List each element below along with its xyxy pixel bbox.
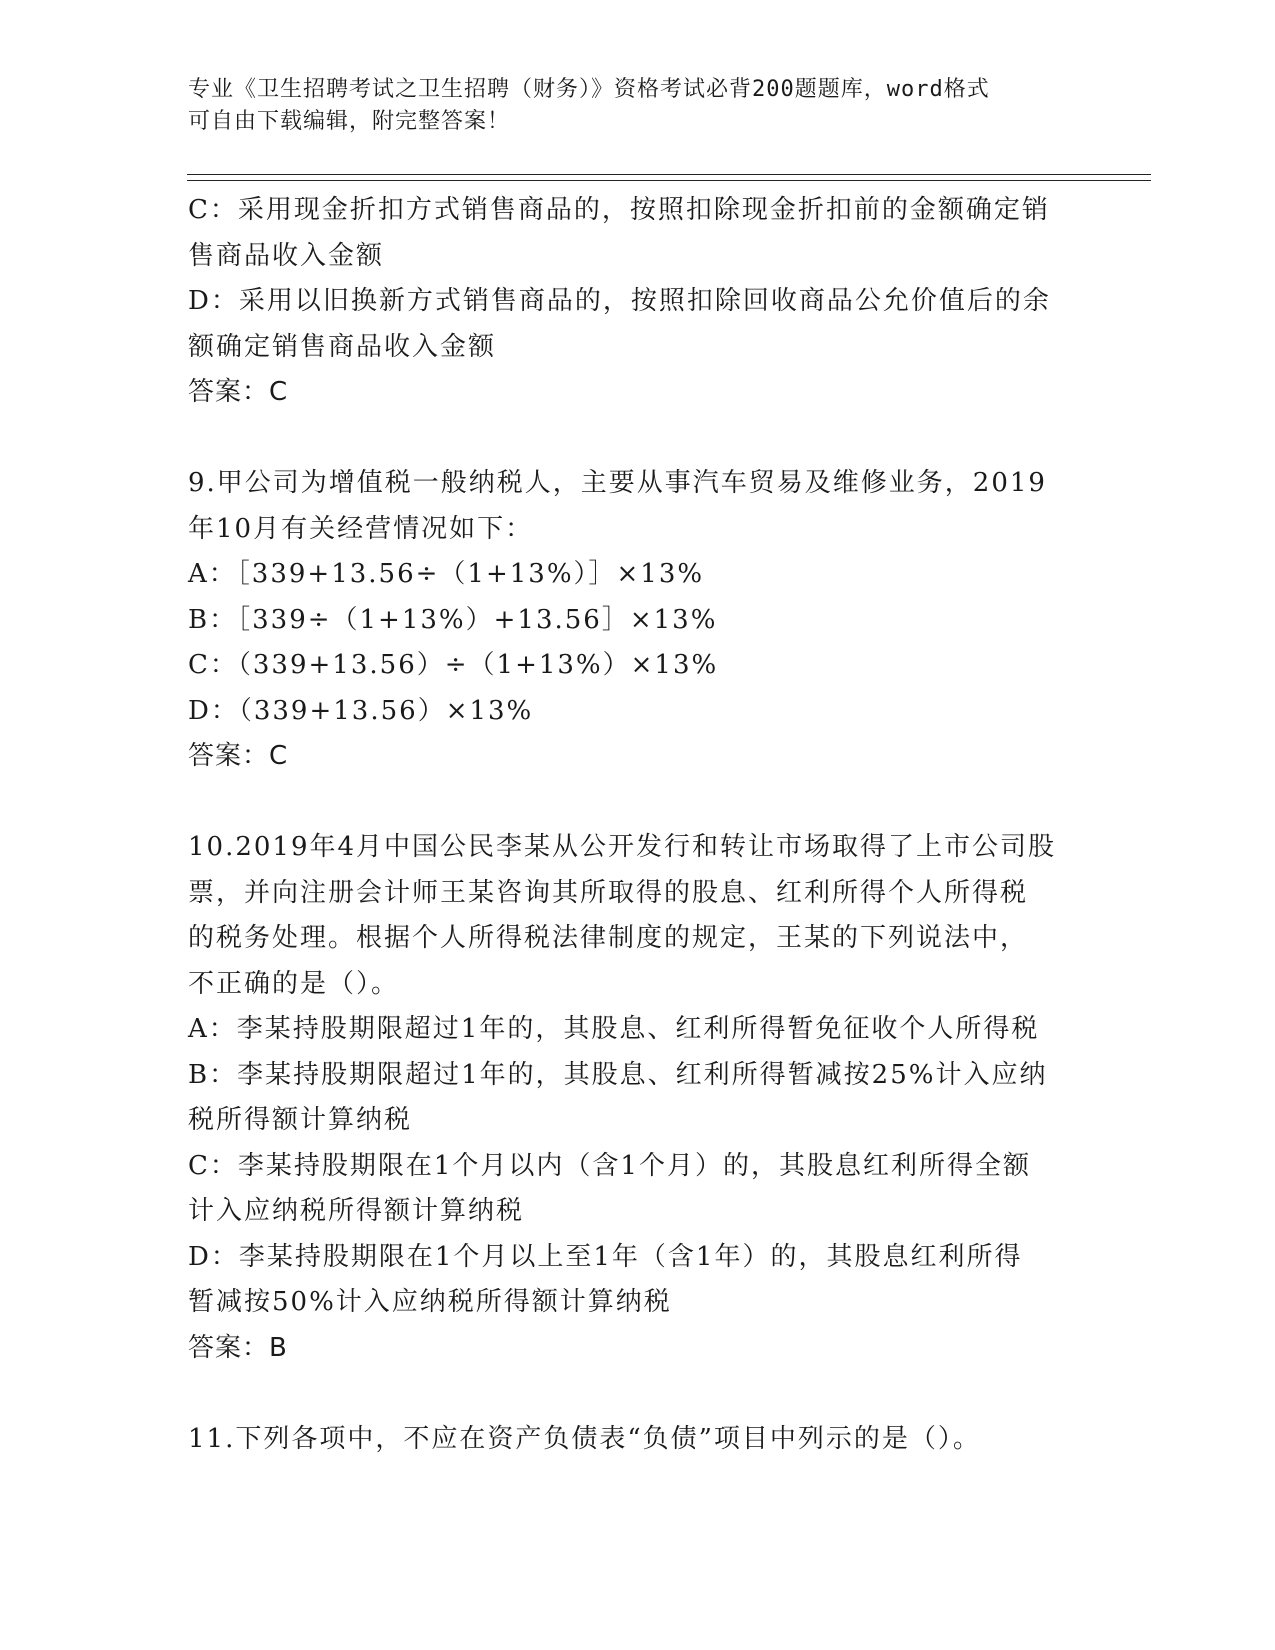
question-stem-line-1: 9.甲公司为增值税一般纳税人，主要从事汽车贸易及维修业务，2019 (188, 468, 1047, 498)
option-c-line-1: C：采用现金折扣方式销售商品的，按照扣除现金折扣前的金额确定销 (188, 195, 1050, 225)
option-d: D：（339+13.56）×13% (188, 695, 534, 726)
option-b-line-2: 税所得额计算纳税 (188, 1105, 413, 1135)
option-d-line-2: 额确定销售商品收入金额 (188, 331, 497, 362)
option-b-line-1: B：李某持股期限超过1年的，其股息、红利所得暂减按25%计入应纳 (188, 1059, 1048, 1090)
option-c-line-1: C：李某持股期限在1个月以内（含1个月）的，其股息红利所得全额 (188, 1150, 1031, 1181)
spacer (188, 416, 1088, 462)
option-d-line-1: D：采用以旧换新方式销售商品的，按照扣除回收商品公允价值后的余 (188, 286, 1051, 316)
option-b: B：［339÷（1+13%）+13.56］×13% (188, 604, 718, 635)
answer-line: 答案：B (188, 1332, 288, 1363)
question-stem-line-1: 11.下列各项中，不应在资产负债表“负债”项目中列示的是（）。 (188, 1423, 981, 1454)
option-d-line-1: D：李某持股期限在1个月以上至1年（含1年）的，其股息红利所得 (188, 1241, 1023, 1272)
question-10 (188, 825, 1088, 1371)
document-body (188, 188, 1088, 1462)
option-d-line-2: 暂减按50%计入应纳税所得额计算纳税 (188, 1287, 672, 1317)
option-c-line-2: 计入应纳税所得额计算纳税 (188, 1196, 525, 1226)
option-a: A：［339+13.56÷（1+13%）］×13% (188, 559, 705, 589)
question-9 (188, 461, 1088, 780)
question-11 (188, 1417, 1088, 1463)
question-stem-line-4: 不正确的是（）。 (188, 968, 400, 999)
spacer (188, 780, 1088, 826)
option-a: A：李某持股期限超过1年的，其股息、红利所得暂免征收个人所得税 (188, 1014, 1040, 1044)
header-divider-bottom (187, 180, 1151, 181)
question-stem-line-2: 年10月有关经营情况如下： (188, 513, 534, 544)
option-c-line-2: 售商品收入金额 (188, 240, 385, 271)
answer-line: 答案：C (188, 741, 289, 771)
question-8-continuation (188, 188, 1088, 416)
question-stem-line-2: 票，并向注册会计师王某咨询其所取得的股息、红利所得个人所得税 (188, 877, 1029, 908)
header-divider-top (187, 174, 1151, 175)
answer-line: 答案：C (188, 377, 289, 407)
question-stem-line-1: 10.2019年4月中国公民李某从公开发行和转让市场取得了上市公司股 (188, 832, 1057, 862)
header-title-line-2: 可自由下载编辑，附完整答案！ (188, 109, 511, 134)
question-stem-line-3: 的税务处理。根据个人所得税法律制度的规定，王某的下列说法中， (188, 923, 1029, 953)
spacer (188, 1371, 1088, 1417)
document-header (188, 74, 1068, 138)
header-title-line-1: 专业《卫生招聘考试之卫生招聘（财务）》资格考试必背200题题库，word格式 (188, 77, 990, 102)
option-c: C：（339+13.56）÷（1+13%）×13% (188, 650, 719, 680)
